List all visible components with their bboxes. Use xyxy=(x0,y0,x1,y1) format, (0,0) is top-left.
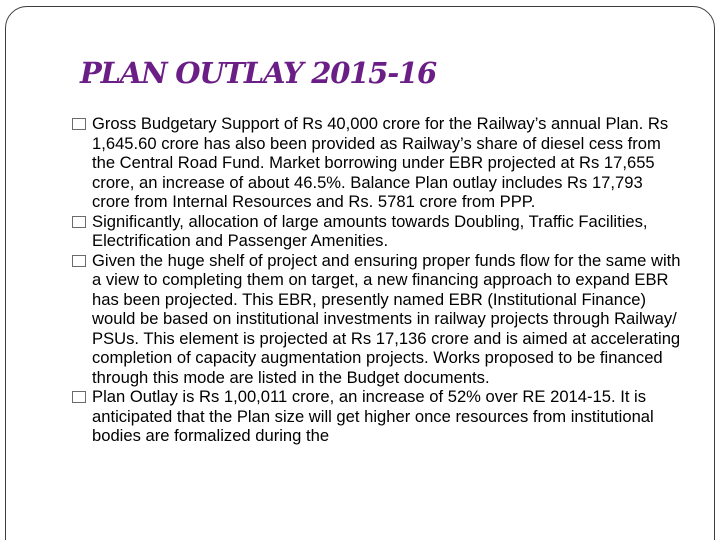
slide-title: PLAN OUTLAY 2015-16 xyxy=(80,56,436,90)
bullet-text: Plan Outlay is Rs 1,00,011 crore, an increase of 52% over RE 2014-15. It is anticipated that the Plan size will get higher once resources from institutional bodies are formalized during the xyxy=(92,387,654,445)
bullet-item xyxy=(72,212,682,251)
bullet-item xyxy=(72,251,682,388)
bullet-list xyxy=(72,114,682,446)
hollow-square-bullet-icon xyxy=(72,118,86,130)
bullet-item xyxy=(72,387,682,446)
bullet-text: Gross Budgetary Support of Rs 40,000 crore for the Railway’s annual Plan. Rs 1,645.60 crore has also been provided as Railway’s share of diesel cess from the Central Road Fund. Market borrowing under EBR projected at Rs 17,655 crore, an increase of about 46.5%. Balance Plan outlay includes Rs 17,793 crore from Internal Resources and Rs. 5781 crore from PPP. xyxy=(92,114,669,211)
bullet-text: Significantly, allocation of large amounts towards Doubling, Traffic Facilities, Electrification and Passenger Amenities. xyxy=(92,211,648,250)
bullet-text: Given the huge shelf of project and ensuring proper funds flow for the same with a view to completing them on target, a new financing approach to expand EBR has been projected. This EBR, presently named EBR (Institutional Finance) would be based on institutional investments in railway projects through Railway/ PSUs. This element is projected at Rs 17,136 crore and is aimed at accelerating completion of capacity augmentation projects. Works proposed to be financed through this mode are listed in the Budget documents. xyxy=(92,250,681,387)
hollow-square-bullet-icon xyxy=(72,391,86,403)
bullet-item xyxy=(72,114,682,212)
hollow-square-bullet-icon xyxy=(72,255,86,267)
hollow-square-bullet-icon xyxy=(72,216,86,228)
